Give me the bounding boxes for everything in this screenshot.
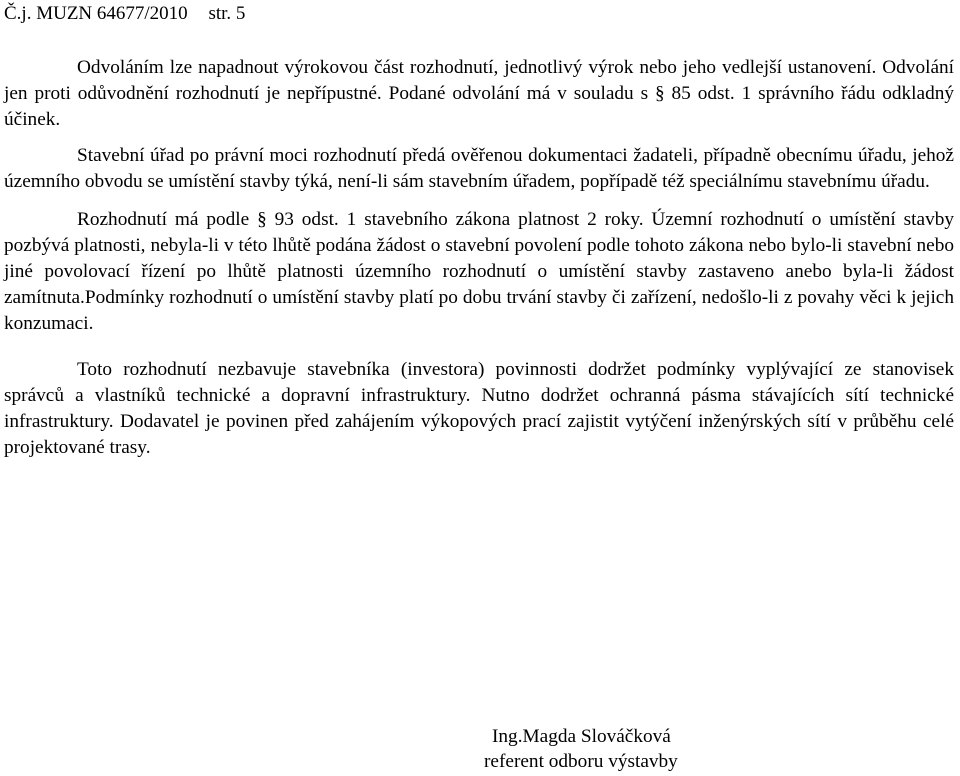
signature-block <box>484 724 678 774</box>
document-body <box>4 55 954 461</box>
signatory-name: Ing.Magda Slováčková <box>492 726 671 747</box>
paragraph-obligations: Toto rozhodnutí nezbavuje stavebníka (investora) povinnosti dodržet podmínky vyplývající ze stanovisek správců a vlastníků technické a dopravní infrastruktury. Nutno dodržet ochranná pásma stávajících sítí technické infrastruktury. Dodavatel je povinen před zahájením výkopových prací zajistit vytýčení inženýrských sítí v průběhu celé projektované trasy. <box>4 359 954 458</box>
signatory-title: referent odboru výstavby <box>484 751 678 772</box>
paragraph-validity: Rozhodnutí má podle § 93 odst. 1 stavebního zákona platnost 2 roky. Územní rozhodnutí o umístění stavby pozbývá platnosti, nebyla-li v této lhůtě podána žádost o stavební povolení podle tohoto zákona nebo bylo-li stavební nebo jiné povolovací řízení po lhůtě platnosti územního rozhodnutí o umístění stavby zastaveno anebo byla-li žádost zamítnuta.Podmínky rozhodnutí o umístění stavby platí po dobu trvání stavby či zařízení, nedošlo-li z povahy věci k jejich konzumaci. <box>4 209 954 334</box>
paragraph-documentation: Stavební úřad po právní moci rozhodnutí předá ověřenou dokumentaci žadateli, případně obecnímu úřadu, jehož územního obvodu se umístění stavby týká, není-li sám stavebním úřadem, popřípadě též speciálnímu stavebnímu úřadu. <box>4 145 954 192</box>
page-number: str. 5 <box>208 3 246 24</box>
paragraph-appeal: Odvoláním lze napadnout výrokovou část rozhodnutí, jednotlivý výrok nebo jeho vedlejší ustanovení. Odvolání jen proti odůvodnění rozhodnutí je nepřípustné. Podané odvolání má v souladu s § 85 odst. 1 správního řádu odkladný účinek. <box>4 57 954 130</box>
page-header <box>4 2 245 26</box>
case-number: Č.j. MUZN 64677/2010 <box>4 3 188 24</box>
